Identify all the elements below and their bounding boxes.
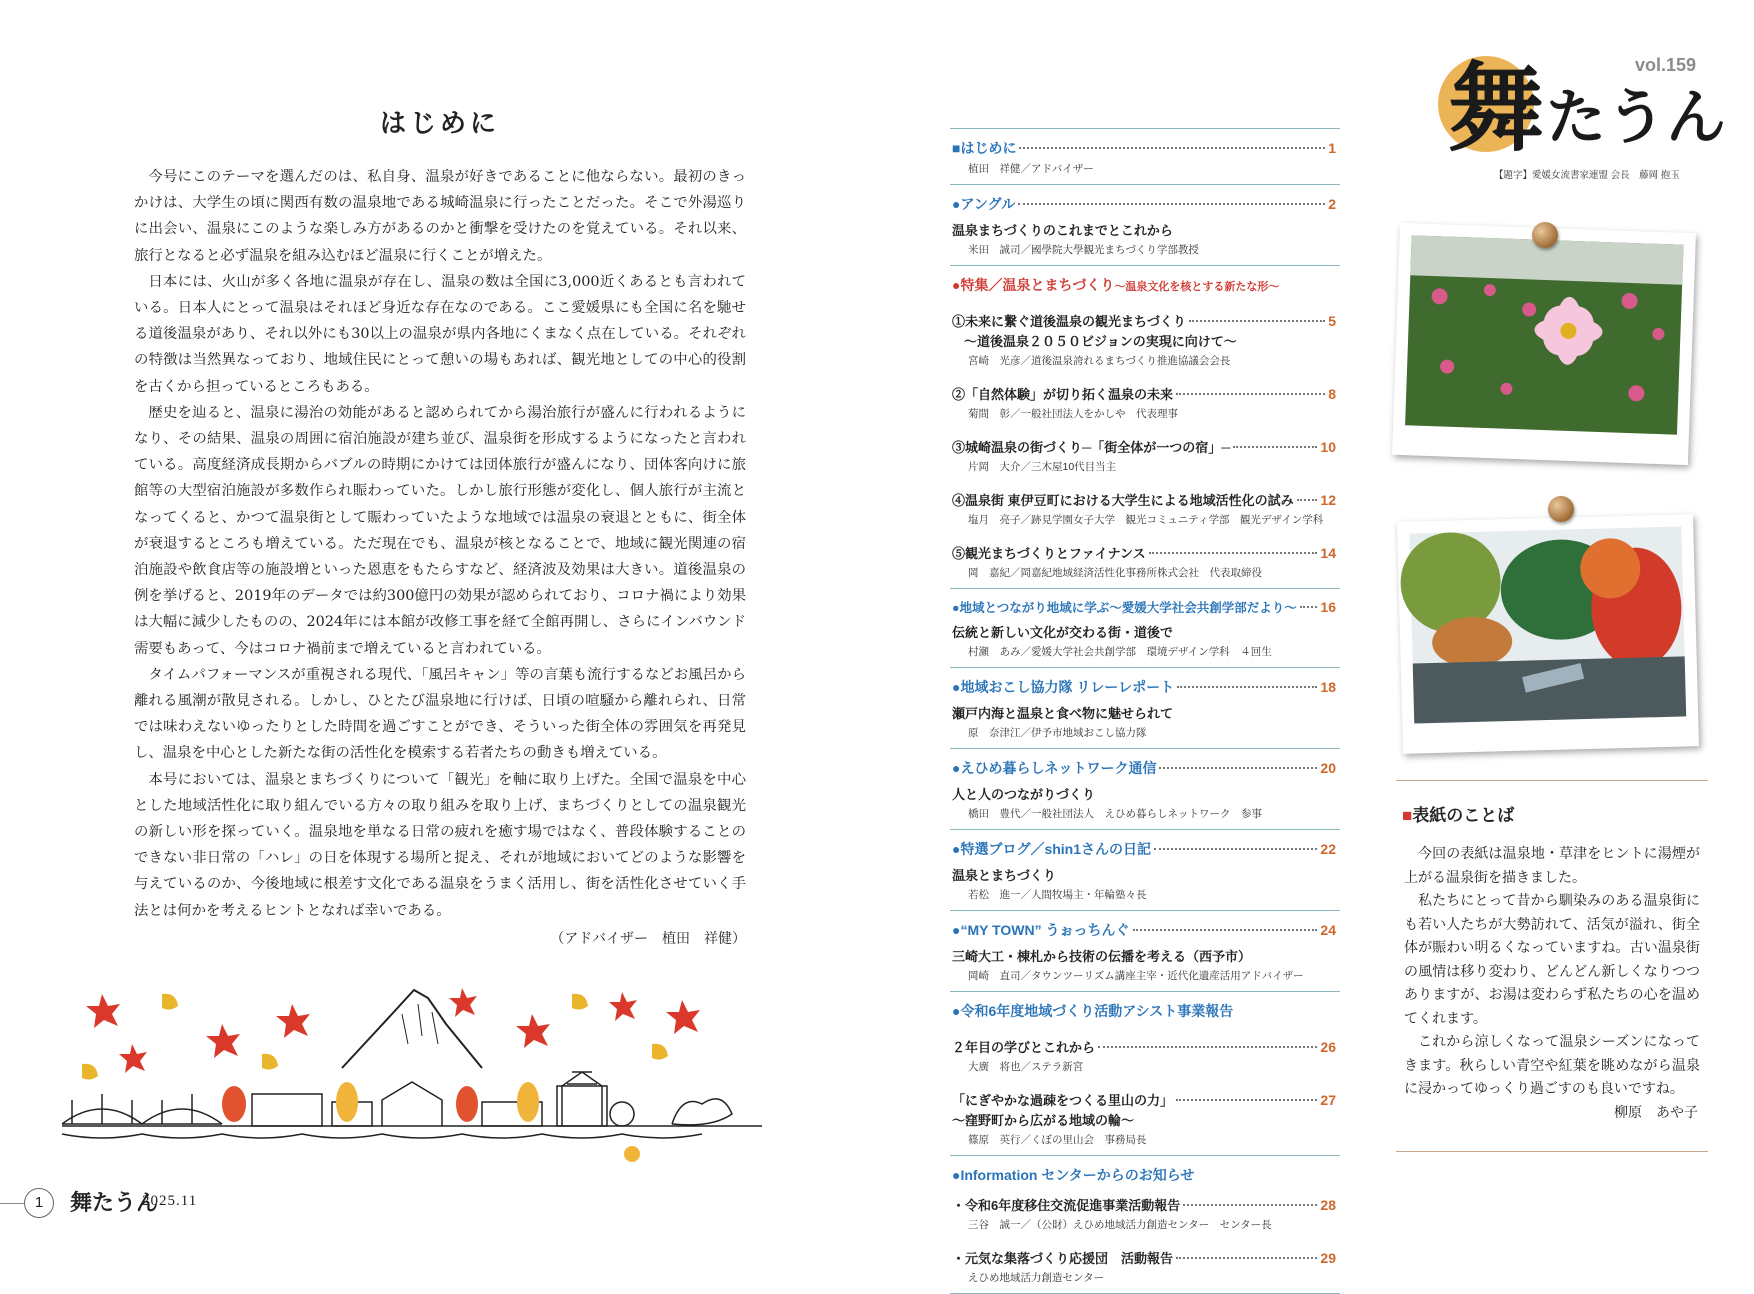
toc-article-subtitle: ～窪野町から広がる地域の輪～ <box>952 1113 1135 1128</box>
toc-page: 27 <box>1320 1092 1336 1108</box>
toc-page: 20 <box>1320 760 1336 776</box>
ginkgo-leaf-icon <box>162 994 178 1010</box>
intro-signature: （アドバイザー 植田 祥健） <box>550 931 746 947</box>
toc-author: 塩月 亮子／跡見学園女子大学 観光コミュニティ学部 観光デザイン学科 <box>968 514 1324 526</box>
cover-words-title: ■表紙のことば <box>1402 806 1515 825</box>
toc-section-mytown <box>950 910 1340 991</box>
toc-author: 若松 進一／人間牧場主・年輪塾々長 <box>968 889 1147 901</box>
toc-article: 温泉まちづくりのこれまでとこれから <box>952 223 1173 238</box>
toc-heading[interactable]: ●令和6年度地域づくり活動アシスト事業報告 <box>952 1003 1234 1019</box>
toc-article[interactable]: ⑤観光まちづくりとファイナンス <box>952 546 1146 561</box>
intro-paragraph: 今号にこのテーマを選んだのは、私自身、温泉が好きであることに他ならない。最初のきっかけは、大学生の頃に関西有数の温泉地である城崎温泉に行ったことだった。そこで外湯巡りに出会い、温泉にこのような楽しみ方があるのかと衝撃を受けたのを覚えている。それ以来、旅行となると必ず温泉を組み込むほど温泉に行くことが増えた。 <box>134 169 746 264</box>
toc-author: 宮崎 光彦／道後温泉誇れるまちづくり推進協議会会長 <box>968 355 1231 367</box>
toc-section-network <box>950 748 1340 829</box>
table-of-contents <box>950 128 1340 1294</box>
toc-author: 植田 祥健／アドバイザー <box>968 163 1094 175</box>
pushpin-icon <box>1548 496 1574 522</box>
page-footer <box>24 1188 264 1218</box>
toc-article[interactable]: ・令和6年度移住交流促進事業活動報告 <box>952 1198 1181 1213</box>
toc-page: 28 <box>1320 1197 1336 1213</box>
cover-words-body <box>1404 843 1700 1125</box>
toc-article-subtitle: ～道後温泉２０５０ビジョンの実現に向けて～ <box>964 334 1237 349</box>
toc-heading[interactable]: ●アングル <box>952 196 1016 212</box>
toc-author: 原 奈津江／伊予市地域おこし協力隊 <box>968 727 1147 739</box>
intro-paragraph: タイムパフォーマンスが重視される現代、「風呂キャン」等の言葉も流行するなどお風呂から離れる風潮が散見される。しかし、ひとたび温泉地に行けば、日頃の喧騒から離れられ、日常では味わえないゆったりとした時間を過ごすことができ、そういった街全体の雰囲気を再発見し、温泉を中心とした新たな街の活性化を模索する若者たちの動きも増えている。 <box>134 666 746 762</box>
toc-article: 人と人のつながりづくり <box>952 787 1096 802</box>
ginkgo-leaf-icon <box>572 994 588 1010</box>
toc-page: 5 <box>1328 313 1336 329</box>
town-skyline <box>62 1072 762 1138</box>
logo-rest: たうん <box>1546 83 1726 153</box>
cover-paragraph: 今回の表紙は温泉地・草津をヒントに湯煙が上がる温泉街を描きました。 <box>1404 846 1700 886</box>
toc-section-feature <box>950 265 1340 588</box>
toc-page: 8 <box>1328 386 1336 402</box>
toc-article: 伝統と新しい文化が交わる街・道後で <box>952 625 1174 640</box>
toc-section-angle <box>950 184 1340 265</box>
toc-page: 2 <box>1328 196 1336 212</box>
toc-article: 三崎大工・棟札から技術の伝播を考える（西予市） <box>952 949 1252 964</box>
toc-author: 岡 嘉紀／岡嘉紀地域経済活性化事務所株式会社 代表取締役 <box>968 567 1262 579</box>
toc-heading[interactable]: ●地域おこし協力隊 リレーレポート <box>952 679 1175 695</box>
toc-heading[interactable]: ●えひめ暮らしネットワーク通信 <box>952 760 1157 776</box>
toc-page: 24 <box>1320 922 1336 938</box>
toc-section-assist <box>950 991 1340 1155</box>
toc-article[interactable]: ①未来に繋ぐ道後温泉の観光まちづくり <box>952 314 1186 329</box>
volume-number: vol.159 <box>1635 55 1697 75</box>
intro-paragraph: 本号においては、温泉とまちづくりについて「観光」を軸に取り上げた。全国で温泉を中心とした地域活性化に取り組んでいる方々の取り組みを取り上げ、まちづくりとしての温泉観光の新しい形を探っていく。温泉地を単なる日常の疲れを癒す場ではなく、普段体験することのできない非日常の「ハレ」の日を体現する場所と捉え、それが地域においてどのような影響を与えているのか、今後地域に根差す文化である温泉をうまく活用し、街を活性化させていく手法とは何かを考えるヒントとなれば幸いである。 <box>134 771 746 919</box>
toc-author: 橋田 豊代／一般社団法人 えひめ暮らしネットワーク 参事 <box>968 808 1262 820</box>
toc-heading[interactable]: ●特集／温泉とまちづくり～温泉文化を核とする新たな形～ <box>952 277 1280 293</box>
intro-paragraph: 歴史を辿ると、温泉に湯治の効能があると認められてから湯治旅行が盛んに行われるようになり、その結果、温泉の周囲に宿泊施設が建ち並び、温泉街を形成するようになったと言われている。高度経済成長期からバブルの時期にかけては団体旅行が盛んになり、団体客向けに旅館等の大型宿泊施設が多数作られ賑わっていた。しかし旅行形態が変化し、個人旅行が主流となってくると、かつて温泉街として賑わっていたような地域では温泉の衰退とともに、街全体が衰退するところも増えている。ただ現在でも、温泉が核となることで、地域に観光関連の宿泊施設や飲食店等の施設増といった恩恵をもたらすなど、経済波及効果は大きい。道後温泉の例を挙げると、2019年のデータでは約300億円の効果が認められており、コロナ禍により効果は大幅に減少したものの、2024年には本館が改修工事を経て全館再開し、さらにインバウンド需要もあって、今はコロナ禍前まで増えていると言われている。 <box>134 404 746 657</box>
toc-heading[interactable]: ●特選ブログ／shin1さんの日記 <box>952 841 1152 857</box>
toc-page: 10 <box>1320 439 1336 455</box>
toc-author: 村瀬 あみ／愛媛大学社会共創学部 環境デザイン学科 ４回生 <box>968 646 1272 658</box>
cover-paragraph: 私たちにとって昔から馴染みのある温泉街にも若い人たちが大勢訪れて、活気が溢れ、街全体が賑わい明るくなっていますね。古い温泉街の風情は移り変わり、どんどん新しくなりつつありますが、お湯は変わらず私たちの心を温めてくれます。 <box>1404 893 1700 1027</box>
toc-subheading: ～温泉文化を核とする新たな形～ <box>1114 281 1280 293</box>
toc-heading[interactable]: ●“MY TOWN” うぉっちんぐ <box>952 922 1130 938</box>
toc-page: 22 <box>1320 841 1336 857</box>
title-calligraphy-credit: 【題字】愛媛女流書家連盟 会長 藤岡 抱玉 <box>1494 170 1680 181</box>
toc-heading[interactable]: ●Information センターからのお知らせ <box>952 1167 1195 1183</box>
toc-article[interactable]: ③城崎温泉の街づくり─「街全体が一つの宿」─ <box>952 440 1231 455</box>
toc-page: 29 <box>1320 1250 1336 1266</box>
autumn-garden-photo <box>1397 514 1699 754</box>
toc-article[interactable]: ・元気な集落づくり応援団 活動報告 <box>952 1251 1174 1266</box>
toc-section-relay <box>950 667 1340 748</box>
toc-page: 18 <box>1320 679 1336 695</box>
pushpin-icon <box>1532 222 1558 248</box>
toc-page: 1 <box>1328 140 1336 156</box>
toc-article: 瀬戸内海と温泉と食べ物に魅せられて <box>952 706 1174 721</box>
ginkgo-leaf-icon <box>82 1064 98 1080</box>
page-title: はじめに <box>379 109 500 139</box>
cosmos-photo <box>1392 223 1696 465</box>
maple-leaf-icon <box>86 988 700 1073</box>
toc-section-blog <box>950 829 1340 910</box>
toc-article[interactable]: ②「自然体験」が切り拓く温泉の未来 <box>952 387 1174 402</box>
cover-signature: 柳原 あや子 <box>1614 1104 1698 1121</box>
toc-page: 12 <box>1320 492 1336 508</box>
toc-article[interactable]: ２年目の学びとこれから <box>952 1040 1096 1055</box>
ginkgo-leaf-icon <box>262 1054 278 1070</box>
page-number: 1 <box>24 1188 54 1218</box>
toc-section-info <box>950 1155 1340 1294</box>
toc-author: 大廣 将也／ステラ新宮 <box>968 1061 1084 1073</box>
toc-author: 岡崎 直司／タウンツーリズム講座主宰・近代化遺産活用アドバイザー <box>968 970 1304 982</box>
magazine-logo <box>1418 42 1726 165</box>
intro-paragraph: 日本には、火山が多く各地に温泉が存在し、温泉の数は全国に3,000近くあるとも言われている。日本人にとって温泉はそれほど身近な存在なのである。ここ愛媛県にも全国に名を馳せる道後温泉があり、それ以外にも30以上の温泉が県内各地にくまなく点在している。それぞれの特徴は当然異なっており、地域住民にとって憩いの場もあれば、観光地としての中心的役割を古くから担っているところもある。 <box>134 273 746 395</box>
autumn-town-illustration <box>62 984 822 1168</box>
toc-author: えひめ地域活力創造センター <box>968 1272 1105 1284</box>
toc-section-ehime-univ <box>950 588 1340 667</box>
toc-heading[interactable]: ●地域とつながり地域に学ぶ～愛媛大学社会共創学部だより～ <box>952 601 1297 615</box>
toc-author: 三谷 誠一／（公財）えひめ地域活力創造センター センター長 <box>968 1219 1272 1231</box>
toc-article[interactable]: 「にぎやかな過疎をつくる里山の力」 <box>952 1093 1174 1108</box>
toc-article: 温泉とまちづくり <box>952 868 1056 883</box>
toc-section-hajimeni <box>950 128 1340 184</box>
toc-page: 16 <box>1320 599 1336 615</box>
logo-main-char: 舞 <box>1448 52 1544 165</box>
toc-author: 菊間 彰／一般社団法人をかしや 代表理事 <box>968 408 1178 420</box>
cover-paragraph: これから涼しくなって温泉シーズンになってきます。秋らしい青空や紅葉を眺めながら温泉に浸かってゆっくり過ごすのも良いですね。 <box>1404 1034 1700 1097</box>
toc-author: 米田 誠司／國學院大學観光まちづくり学部教授 <box>968 244 1199 256</box>
cover-words-box <box>1396 780 1708 1152</box>
toc-author: 篠原 英行／くぼの里山会 事務局長 <box>968 1134 1147 1146</box>
ginkgo-leaf-icon <box>652 1044 668 1060</box>
intro-body <box>134 164 746 924</box>
toc-article[interactable]: ④温泉街 東伊豆町における大学生による地域活性化の試み <box>952 493 1294 508</box>
toc-author: 片岡 大介／三木屋10代目当主 <box>968 461 1117 473</box>
toc-page: 14 <box>1320 545 1336 561</box>
toc-page: 26 <box>1320 1039 1336 1055</box>
issue-date: 2025.11 <box>142 1193 198 1209</box>
toc-heading[interactable]: ■はじめに <box>952 140 1017 156</box>
footer-logo: 舞たうん <box>70 1190 159 1216</box>
